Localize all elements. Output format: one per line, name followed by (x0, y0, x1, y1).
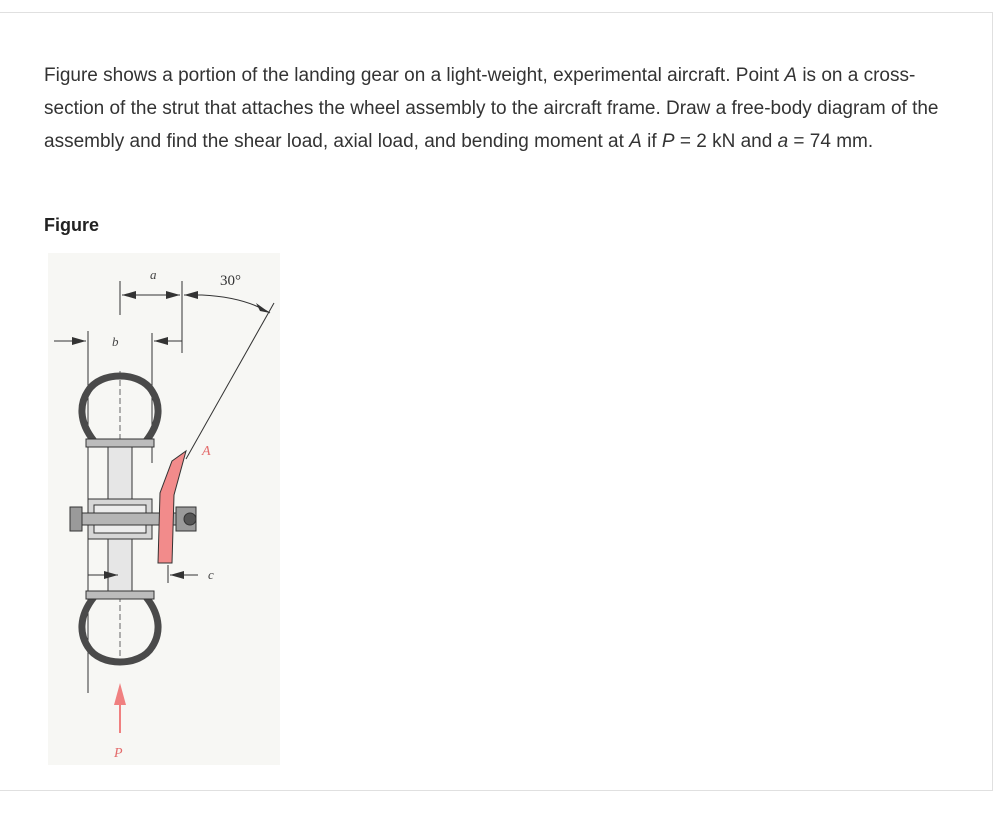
figure-heading: Figure (44, 215, 100, 235)
problem-statement (44, 59, 954, 158)
angle-ref-arrow (184, 291, 198, 299)
question-card (0, 12, 993, 791)
point-a-ref-2: A (629, 131, 642, 152)
rim-flange-bottom (86, 591, 154, 599)
problem-text-2: is on a cross-section of the strut that attaches the wheel assembly to the aircraft frame. Draw a free-body diagram of the assembly and find the shear load, axial load, and bending moment at (44, 65, 939, 152)
label-p: P (114, 746, 123, 761)
angle-arc-arrow (256, 303, 270, 313)
problem-text-3: if (641, 131, 662, 152)
var-a: a (777, 131, 789, 152)
label-a: a (150, 267, 157, 282)
landing-gear-drawing (48, 253, 280, 765)
dim-c-arrow (170, 571, 184, 579)
dim-b-arrow-left (72, 337, 86, 345)
dim-a-arrow-left (122, 291, 136, 299)
strut-axis-line (186, 303, 274, 459)
problem-text-1: Figure shows a portion of the landing gear on a light-weight, experimental aircraft. Point (44, 65, 785, 86)
landing-gear-figure[interactable] (48, 253, 280, 765)
label-30deg: 30° (220, 273, 241, 289)
axle (70, 513, 194, 525)
dim-b-arrow-right (154, 337, 168, 345)
axle-bolt-head (184, 513, 196, 525)
label-c: c (208, 567, 214, 582)
rim-flange-top (86, 439, 154, 447)
axle-nut-left (70, 507, 82, 531)
load-p-arrowhead (114, 683, 126, 705)
dim-a-arrow-right (166, 291, 180, 299)
point-a-ref-1: A (784, 65, 798, 86)
label-point-a: A (202, 444, 211, 459)
var-p: P (661, 131, 675, 152)
label-b: b (112, 334, 119, 349)
problem-text-5: = 74 mm. (788, 131, 874, 152)
problem-text-4: = 2 kN and (674, 131, 778, 152)
